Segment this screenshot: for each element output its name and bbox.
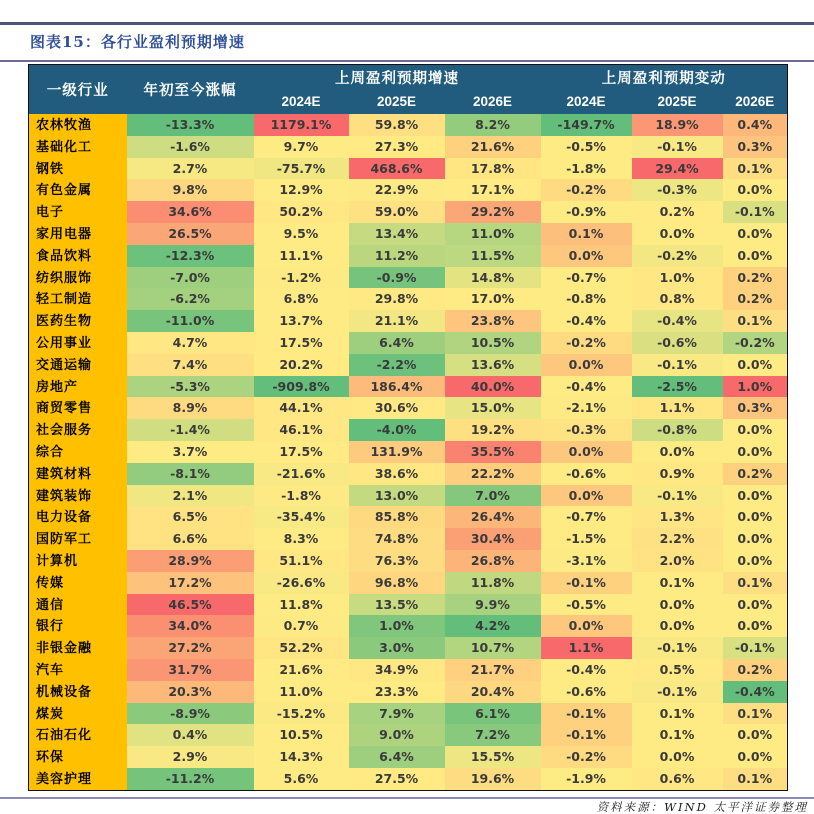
value-cell: 0.5%	[632, 659, 723, 681]
table-row	[29, 746, 788, 768]
value-cell: 0.1%	[541, 223, 632, 245]
value-cell: 1.0%	[723, 376, 788, 398]
value-cell: 26.4%	[445, 506, 541, 528]
value-cell: 8.2%	[445, 114, 541, 136]
value-cell: 3.0%	[349, 637, 445, 659]
value-cell: 0.0%	[632, 746, 723, 768]
value-cell: 7.2%	[445, 724, 541, 746]
value-cell: 0.1%	[723, 158, 788, 180]
value-cell: 28.9%	[127, 550, 254, 572]
table-row	[29, 768, 788, 790]
industry-cell: 建筑材料	[29, 463, 127, 485]
value-cell: 15.5%	[445, 746, 541, 768]
value-cell: 17.2%	[127, 572, 254, 594]
value-cell: 17.0%	[445, 288, 541, 310]
table-body	[29, 114, 788, 790]
value-cell: 6.4%	[349, 746, 445, 768]
industry-cell: 环保	[29, 746, 127, 768]
value-cell: 22.9%	[349, 179, 445, 201]
value-cell: 59.0%	[349, 201, 445, 223]
value-cell: 4.2%	[445, 615, 541, 637]
value-cell: 0.2%	[723, 659, 788, 681]
value-cell: 9.7%	[254, 136, 349, 158]
value-cell: 0.1%	[632, 572, 723, 594]
value-cell: 17.5%	[254, 332, 349, 354]
value-cell: 0.2%	[723, 288, 788, 310]
table-row	[29, 703, 788, 725]
industry-cell: 通信	[29, 594, 127, 616]
value-cell: -0.4%	[541, 310, 632, 332]
value-cell: 0.1%	[723, 768, 788, 790]
value-cell: 26.8%	[445, 550, 541, 572]
industry-cell: 轻工制造	[29, 288, 127, 310]
industry-cell: 交通运输	[29, 354, 127, 376]
value-cell: -13.3%	[127, 114, 254, 136]
industry-cell: 传媒	[29, 572, 127, 594]
value-cell: 85.8%	[349, 506, 445, 528]
year-header-change-2026: 2026E	[723, 89, 788, 114]
value-cell: -11.0%	[127, 310, 254, 332]
value-cell: -0.2%	[632, 245, 723, 267]
value-cell: 7.4%	[127, 354, 254, 376]
value-cell: 21.7%	[445, 659, 541, 681]
value-cell: -4.0%	[349, 419, 445, 441]
value-cell: -5.3%	[127, 376, 254, 398]
value-cell: 76.3%	[349, 550, 445, 572]
value-cell: 6.6%	[127, 528, 254, 550]
year-header-change-2025: 2025E	[632, 89, 723, 114]
value-cell: 468.6%	[349, 158, 445, 180]
value-cell: -26.6%	[254, 572, 349, 594]
value-cell: 0.0%	[723, 485, 788, 507]
value-cell: 11.0%	[254, 681, 349, 703]
value-cell: -909.8%	[254, 376, 349, 398]
value-cell: 0.0%	[723, 419, 788, 441]
value-cell: 1.1%	[541, 637, 632, 659]
value-cell: -0.6%	[541, 463, 632, 485]
value-cell: 30.6%	[349, 397, 445, 419]
industry-cell: 钢铁	[29, 158, 127, 180]
value-cell: -1.5%	[541, 528, 632, 550]
value-cell: 0.3%	[723, 397, 788, 419]
value-cell: -1.2%	[254, 267, 349, 289]
value-cell: 17.8%	[445, 158, 541, 180]
value-cell: 29.4%	[632, 158, 723, 180]
value-cell: -3.1%	[541, 550, 632, 572]
value-cell: 50.2%	[254, 201, 349, 223]
value-cell: -0.1%	[632, 681, 723, 703]
value-cell: 1179.1%	[254, 114, 349, 136]
change-group-header: 上周盈利预期变动	[541, 65, 788, 90]
table-row	[29, 158, 788, 180]
value-cell: -0.1%	[632, 637, 723, 659]
value-cell: -0.2%	[541, 746, 632, 768]
value-cell: 0.1%	[632, 724, 723, 746]
value-cell: 51.1%	[254, 550, 349, 572]
year-header-change-2024: 2024E	[541, 89, 632, 114]
value-cell: 12.9%	[254, 179, 349, 201]
table-row	[29, 615, 788, 637]
value-cell: -0.1%	[723, 201, 788, 223]
value-cell: 11.8%	[254, 594, 349, 616]
value-cell: 0.4%	[723, 114, 788, 136]
value-cell: 13.4%	[349, 223, 445, 245]
value-cell: 29.2%	[445, 201, 541, 223]
value-cell: 26.5%	[127, 223, 254, 245]
table-header	[29, 65, 788, 115]
value-cell: -0.8%	[632, 419, 723, 441]
industry-cell: 家用电器	[29, 223, 127, 245]
value-cell: 6.8%	[254, 288, 349, 310]
value-cell: 34.0%	[127, 615, 254, 637]
value-cell: -1.4%	[127, 419, 254, 441]
value-cell: 0.0%	[632, 223, 723, 245]
industry-cell: 国防军工	[29, 528, 127, 550]
value-cell: 1.0%	[349, 615, 445, 637]
value-cell: -0.6%	[632, 332, 723, 354]
value-cell: 0.0%	[632, 615, 723, 637]
value-cell: 13.7%	[254, 310, 349, 332]
value-cell: -0.9%	[349, 267, 445, 289]
value-cell: 0.3%	[723, 136, 788, 158]
value-cell: 74.8%	[349, 528, 445, 550]
industry-cell: 纺织服饰	[29, 267, 127, 289]
value-cell: -8.1%	[127, 463, 254, 485]
value-cell: -2.2%	[349, 354, 445, 376]
table-row	[29, 637, 788, 659]
source-note: 资料来源：WIND 太平洋证券整理	[596, 800, 808, 814]
value-cell: 0.0%	[723, 528, 788, 550]
value-cell: 0.1%	[632, 703, 723, 725]
value-cell: -21.6%	[254, 463, 349, 485]
value-cell: 9.0%	[349, 724, 445, 746]
value-cell: 0.2%	[723, 463, 788, 485]
table-row	[29, 136, 788, 158]
industry-cell: 汽车	[29, 659, 127, 681]
industry-cell: 计算机	[29, 550, 127, 572]
industry-cell: 基础化工	[29, 136, 127, 158]
value-cell: 38.6%	[349, 463, 445, 485]
industry-cell: 农林牧渔	[29, 114, 127, 136]
value-cell: 0.0%	[723, 354, 788, 376]
table-row	[29, 594, 788, 616]
value-cell: 15.0%	[445, 397, 541, 419]
value-cell: -0.2%	[723, 332, 788, 354]
value-cell: -8.9%	[127, 703, 254, 725]
value-cell: -35.4%	[254, 506, 349, 528]
title-divider-line	[0, 60, 814, 62]
table-row	[29, 245, 788, 267]
value-cell: 34.9%	[349, 659, 445, 681]
value-cell: 3.7%	[127, 441, 254, 463]
table-row	[29, 463, 788, 485]
value-cell: -75.7%	[254, 158, 349, 180]
industry-cell: 社会服务	[29, 419, 127, 441]
value-cell: 20.3%	[127, 681, 254, 703]
value-cell: 11.8%	[445, 572, 541, 594]
value-cell: 9.5%	[254, 223, 349, 245]
value-cell: 0.0%	[723, 179, 788, 201]
table-row	[29, 528, 788, 550]
value-cell: 0.0%	[541, 441, 632, 463]
value-cell: -0.1%	[541, 703, 632, 725]
value-cell: 2.7%	[127, 158, 254, 180]
table-row	[29, 288, 788, 310]
industry-cell: 银行	[29, 615, 127, 637]
value-cell: -0.1%	[723, 637, 788, 659]
value-cell: -0.9%	[541, 201, 632, 223]
value-cell: 20.2%	[254, 354, 349, 376]
value-cell: 0.1%	[723, 310, 788, 332]
value-cell: 6.1%	[445, 703, 541, 725]
industry-cell: 电子	[29, 201, 127, 223]
value-cell: 0.0%	[541, 354, 632, 376]
value-cell: 0.2%	[632, 201, 723, 223]
value-cell: 10.7%	[445, 637, 541, 659]
table-row	[29, 485, 788, 507]
value-cell: 0.0%	[723, 550, 788, 572]
table-row	[29, 310, 788, 332]
page-title: 图表15：各行业盈利预期增速	[30, 33, 245, 51]
value-cell: -0.8%	[541, 288, 632, 310]
value-cell: 7.9%	[349, 703, 445, 725]
value-cell: -0.1%	[541, 724, 632, 746]
value-cell: -1.8%	[541, 158, 632, 180]
value-cell: -0.1%	[632, 136, 723, 158]
value-cell: 14.3%	[254, 746, 349, 768]
value-cell: 7.0%	[445, 485, 541, 507]
value-cell: 34.6%	[127, 201, 254, 223]
value-cell: 18.9%	[632, 114, 723, 136]
table-row	[29, 376, 788, 398]
industry-cell: 美容护理	[29, 768, 127, 790]
value-cell: -0.1%	[632, 485, 723, 507]
table-row	[29, 223, 788, 245]
value-cell: 1.0%	[632, 267, 723, 289]
year-header-growth-2026: 2026E	[445, 89, 541, 114]
value-cell: 27.3%	[349, 136, 445, 158]
value-cell: 20.4%	[445, 681, 541, 703]
industry-cell: 机械设备	[29, 681, 127, 703]
industry-cell: 商贸零售	[29, 397, 127, 419]
value-cell: 10.5%	[254, 724, 349, 746]
table-row	[29, 332, 788, 354]
table-row	[29, 201, 788, 223]
value-cell: -0.4%	[541, 659, 632, 681]
value-cell: 2.2%	[632, 528, 723, 550]
value-cell: 0.0%	[723, 615, 788, 637]
value-cell: 2.1%	[127, 485, 254, 507]
value-cell: 19.6%	[445, 768, 541, 790]
industry-cell: 建筑装饰	[29, 485, 127, 507]
value-cell: 27.5%	[349, 768, 445, 790]
value-cell: 11.5%	[445, 245, 541, 267]
value-cell: 46.1%	[254, 419, 349, 441]
value-cell: 46.5%	[127, 594, 254, 616]
value-cell: 5.6%	[254, 768, 349, 790]
value-cell: -15.2%	[254, 703, 349, 725]
value-cell: 0.7%	[254, 615, 349, 637]
value-cell: -0.1%	[541, 572, 632, 594]
industry-cell: 房地产	[29, 376, 127, 398]
value-cell: -0.7%	[541, 267, 632, 289]
value-cell: -6.2%	[127, 288, 254, 310]
value-cell: 0.0%	[632, 594, 723, 616]
value-cell: 131.9%	[349, 441, 445, 463]
value-cell: 59.8%	[349, 114, 445, 136]
value-cell: -0.3%	[541, 419, 632, 441]
year-header-growth-2024: 2024E	[254, 89, 349, 114]
value-cell: 0.0%	[723, 746, 788, 768]
value-cell: -0.4%	[723, 681, 788, 703]
value-cell: 14.8%	[445, 267, 541, 289]
value-cell: -2.5%	[632, 376, 723, 398]
value-cell: 27.2%	[127, 637, 254, 659]
value-cell: 21.1%	[349, 310, 445, 332]
top-rule-line	[0, 22, 814, 25]
value-cell: -0.2%	[541, 179, 632, 201]
table-row	[29, 179, 788, 201]
value-cell: -1.9%	[541, 768, 632, 790]
value-cell: 9.9%	[445, 594, 541, 616]
value-cell: 13.6%	[445, 354, 541, 376]
value-cell: 30.4%	[445, 528, 541, 550]
table-row	[29, 506, 788, 528]
value-cell: -0.5%	[541, 594, 632, 616]
value-cell: -149.7%	[541, 114, 632, 136]
value-cell: -1.6%	[127, 136, 254, 158]
value-cell: 0.0%	[632, 441, 723, 463]
value-cell: 10.5%	[445, 332, 541, 354]
value-cell: 96.8%	[349, 572, 445, 594]
value-cell: 0.8%	[632, 288, 723, 310]
value-cell: -0.2%	[541, 332, 632, 354]
value-cell: -0.6%	[541, 681, 632, 703]
value-cell: -0.1%	[632, 354, 723, 376]
value-cell: 23.3%	[349, 681, 445, 703]
industry-cell: 食品饮料	[29, 245, 127, 267]
industry-cell: 综合	[29, 441, 127, 463]
value-cell: 11.0%	[445, 223, 541, 245]
value-cell: 0.4%	[127, 724, 254, 746]
value-cell: -11.2%	[127, 768, 254, 790]
value-cell: 13.5%	[349, 594, 445, 616]
value-cell: 29.8%	[349, 288, 445, 310]
value-cell: 21.6%	[445, 136, 541, 158]
value-cell: 9.8%	[127, 179, 254, 201]
table-row	[29, 572, 788, 594]
table-row	[29, 659, 788, 681]
value-cell: 0.0%	[723, 223, 788, 245]
value-cell: -0.3%	[632, 179, 723, 201]
value-cell: 40.0%	[445, 376, 541, 398]
value-cell: -0.4%	[541, 376, 632, 398]
industry-cell: 电力设备	[29, 506, 127, 528]
year-header-growth-2025: 2025E	[349, 89, 445, 114]
industry-cell: 医药生物	[29, 310, 127, 332]
value-cell: 2.0%	[632, 550, 723, 572]
value-cell: 0.6%	[632, 768, 723, 790]
value-cell: 0.0%	[723, 245, 788, 267]
value-cell: 22.2%	[445, 463, 541, 485]
table-row	[29, 724, 788, 746]
value-cell: 186.4%	[349, 376, 445, 398]
value-cell: 0.0%	[723, 441, 788, 463]
value-cell: 2.9%	[127, 746, 254, 768]
value-cell: 0.0%	[541, 485, 632, 507]
value-cell: 11.1%	[254, 245, 349, 267]
value-cell: 6.4%	[349, 332, 445, 354]
value-cell: 17.5%	[254, 441, 349, 463]
ytd-column-header: 年初至今涨幅	[127, 65, 254, 115]
value-cell: 11.2%	[349, 245, 445, 267]
value-cell: 35.5%	[445, 441, 541, 463]
value-cell: 19.2%	[445, 419, 541, 441]
table-row	[29, 114, 788, 136]
industry-profit-table	[28, 64, 788, 791]
industry-cell: 非银金融	[29, 637, 127, 659]
value-cell: -0.7%	[541, 506, 632, 528]
value-cell: -1.8%	[254, 485, 349, 507]
value-cell: 0.0%	[541, 615, 632, 637]
value-cell: -2.1%	[541, 397, 632, 419]
industry-cell: 有色金属	[29, 179, 127, 201]
industry-column-header: 一级行业	[29, 65, 127, 115]
value-cell: 0.2%	[723, 267, 788, 289]
table-row	[29, 441, 788, 463]
value-cell: -7.0%	[127, 267, 254, 289]
value-cell: 13.0%	[349, 485, 445, 507]
value-cell: 17.1%	[445, 179, 541, 201]
value-cell: 4.7%	[127, 332, 254, 354]
value-cell: 8.9%	[127, 397, 254, 419]
table-row	[29, 397, 788, 419]
value-cell: 23.8%	[445, 310, 541, 332]
value-cell: 6.5%	[127, 506, 254, 528]
value-cell: -0.4%	[632, 310, 723, 332]
table-row	[29, 550, 788, 572]
table-row	[29, 267, 788, 289]
value-cell: -0.5%	[541, 136, 632, 158]
value-cell: 1.1%	[632, 397, 723, 419]
value-cell: 52.2%	[254, 637, 349, 659]
value-cell: 44.1%	[254, 397, 349, 419]
industry-cell: 煤炭	[29, 703, 127, 725]
table-row	[29, 419, 788, 441]
table-row	[29, 681, 788, 703]
industry-cell: 石油石化	[29, 724, 127, 746]
value-cell: 0.0%	[723, 724, 788, 746]
value-cell: 0.0%	[541, 245, 632, 267]
value-cell: 0.1%	[723, 703, 788, 725]
value-cell: 0.1%	[723, 572, 788, 594]
table-row	[29, 354, 788, 376]
value-cell: 0.0%	[723, 506, 788, 528]
value-cell: -12.3%	[127, 245, 254, 267]
value-cell: 21.6%	[254, 659, 349, 681]
value-cell: 8.3%	[254, 528, 349, 550]
value-cell: 0.9%	[632, 463, 723, 485]
value-cell: 31.7%	[127, 659, 254, 681]
value-cell: 1.3%	[632, 506, 723, 528]
industry-cell: 公用事业	[29, 332, 127, 354]
value-cell: 0.0%	[723, 594, 788, 616]
growth-group-header: 上周盈利预期增速	[254, 65, 541, 90]
